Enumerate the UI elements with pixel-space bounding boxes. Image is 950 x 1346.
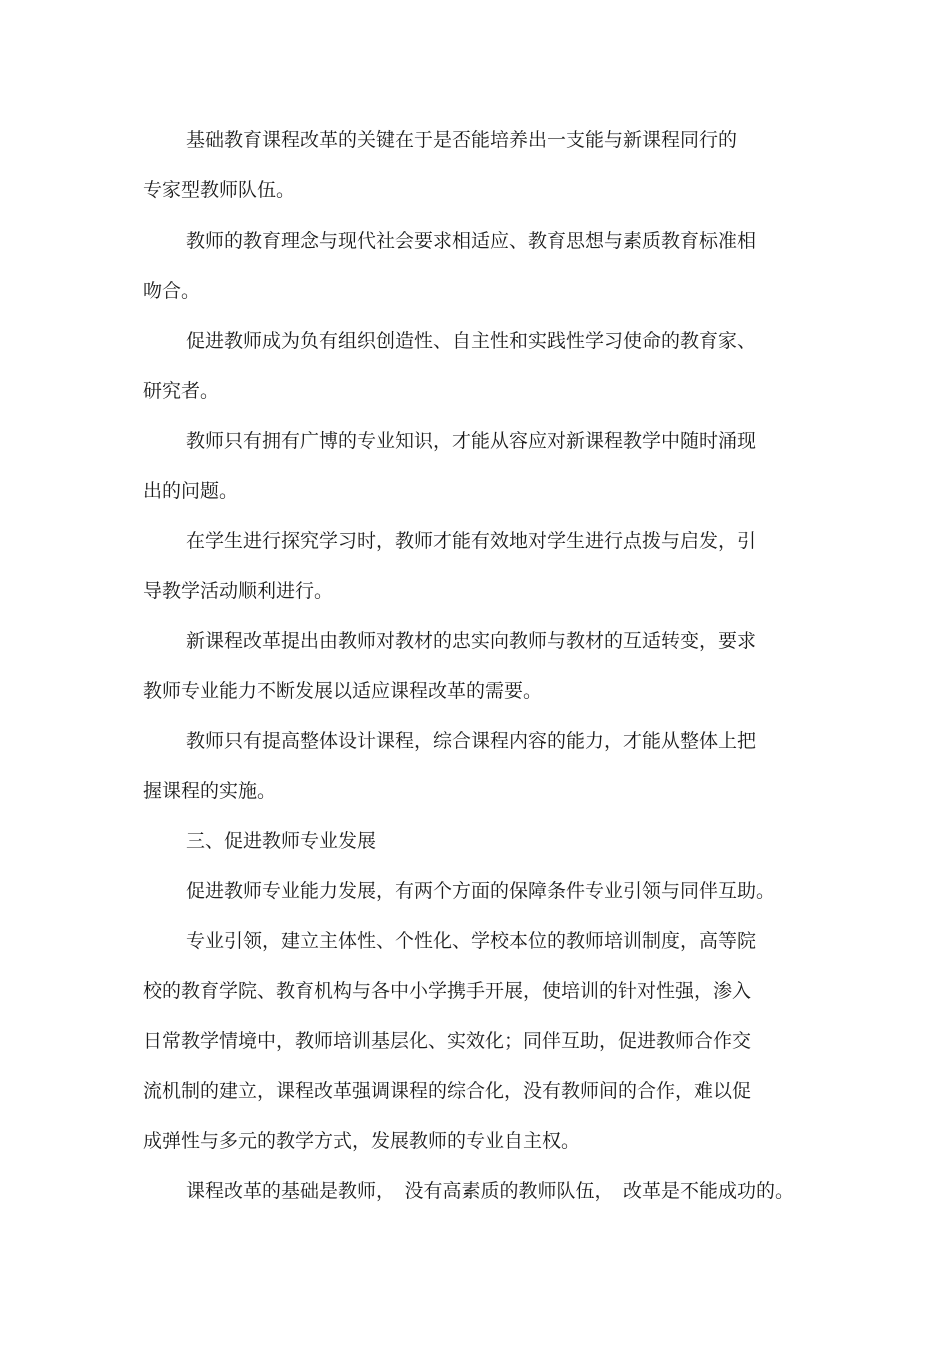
section-heading: 三、促进教师专业发展	[186, 830, 377, 852]
paragraph-3-line-1: 促进教师成为负有组织创造性、自主性和实践性学习使命的教育家、	[186, 330, 757, 352]
paragraph-6-line-2: 教师专业能力不断发展以适应课程改革的需要。	[143, 680, 543, 702]
paragraph-5-line-1: 在学生进行探究学习时，教师才能有效地对学生进行点拨与启发，引	[186, 530, 757, 552]
paragraph-6-line-1: 新课程改革提出由教师对教材的忠实向教师与教材的互适转变，要求	[186, 630, 757, 652]
paragraph-1-line-1: 基础教育课程改革的关键在于是否能培养出一支能与新课程同行的	[186, 129, 738, 151]
paragraph-8-line-1: 促进教师专业能力发展，有两个方面的保障条件专业引领与同伴互助。	[186, 880, 776, 902]
paragraph-7-line-2: 握课程的实施。	[143, 780, 277, 802]
paragraph-1-line-2: 专家型教师队伍。	[143, 179, 296, 201]
paragraph-4-line-1: 教师只有拥有广博的专业知识，才能从容应对新课程教学中随时涌现	[186, 430, 757, 452]
paragraph-9-line-5: 成弹性与多元的教学方式，发展教师的专业自主权。	[143, 1130, 581, 1152]
paragraph-2-line-2: 吻合。	[143, 280, 201, 302]
paragraph-4-line-2: 出的问题。	[143, 480, 239, 502]
paragraph-7-line-1: 教师只有提高整体设计课程，综合课程内容的能力，才能从整体上把	[186, 730, 757, 752]
paragraph-9-line-2: 校的教育学院、教育机构与各中小学携手开展，使培训的针对性强，渗入	[143, 980, 752, 1002]
paragraph-5-line-2: 导教学活动顺利进行。	[143, 580, 334, 602]
paragraph-10-line-1: 课程改革的基础是教师， 没有高素质的教师队伍， 改革是不能成功的。	[186, 1180, 795, 1202]
paragraph-9-line-3: 日常教学情境中，教师培训基层化、实效化；同伴互助，促进教师合作交	[143, 1030, 752, 1052]
paragraph-9-line-4: 流机制的建立，课程改革强调课程的综合化，没有教师间的合作，难以促	[143, 1080, 752, 1102]
paragraph-2-line-1: 教师的教育理念与现代社会要求相适应、教育思想与素质教育标准相	[186, 230, 757, 252]
paragraph-9-line-1: 专业引领，建立主体性、个性化、学校本位的教师培训制度，高等院	[186, 930, 757, 952]
paragraph-3-line-2: 研究者。	[143, 380, 220, 402]
